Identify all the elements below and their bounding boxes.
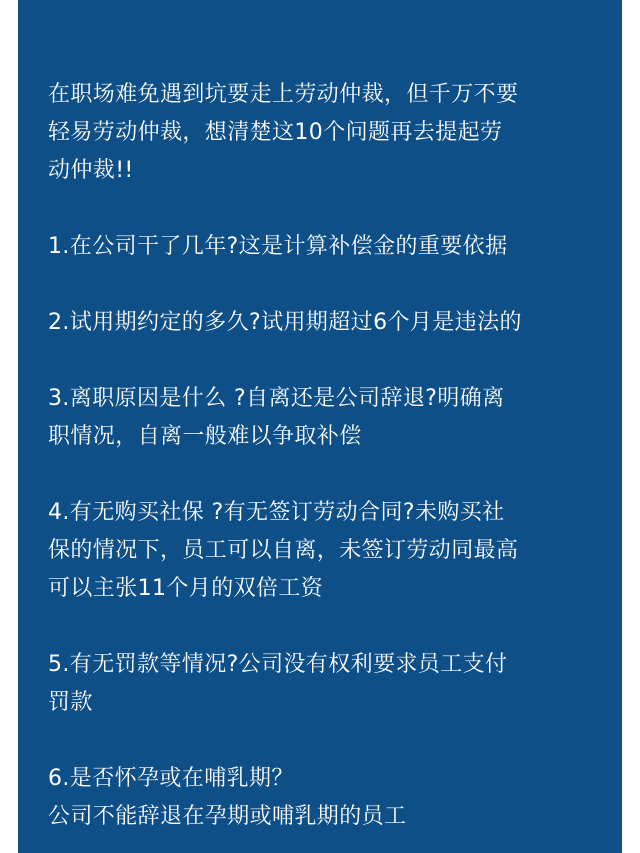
question-item-1 <box>48 228 608 266</box>
intro-line: 在职场难免遇到坑要走上劳动仲裁，但千万不要 <box>48 82 519 107</box>
question-line: 6.是否怀孕或在哺乳期？ <box>48 766 294 791</box>
question-item-5 <box>48 646 608 722</box>
intro-line: 动仲裁!! <box>48 158 134 183</box>
question-line: 5.有无罚款等情况?公司没有权利要求员工支付 <box>48 652 508 677</box>
question-item-6 <box>48 760 608 836</box>
question-item-2 <box>48 304 608 342</box>
question-line: 2.试用期约定的多久?试用期超过6个月是违法的 <box>48 310 522 335</box>
question-line: 3.离职原因是什么 ?自离还是公司辞退?明确离 <box>48 386 505 411</box>
question-line: 可以主张11个月的双倍工资 <box>48 576 324 601</box>
question-line: 职情况，自离一般难以争取补偿 <box>48 424 362 449</box>
question-item-3 <box>48 380 608 456</box>
content-card <box>18 0 622 853</box>
question-line: 公司不能辞退在孕期或哺乳期的员工 <box>48 804 407 829</box>
intro-line: 轻易劳动仲裁，想清楚这10个问题再去提起劳 <box>48 120 503 145</box>
question-line: 4.有无购买社保 ?有无签订劳动合同?未购买社 <box>48 500 505 525</box>
intro-paragraph <box>48 76 608 190</box>
question-line: 保的情况下，员工可以自离，未签订劳动同最高 <box>48 538 519 563</box>
question-line: 1.在公司干了几年?这是计算补偿金的重要依据 <box>48 234 508 259</box>
question-item-4 <box>48 494 608 608</box>
question-line: 罚款 <box>48 690 93 715</box>
article-body <box>48 76 608 853</box>
